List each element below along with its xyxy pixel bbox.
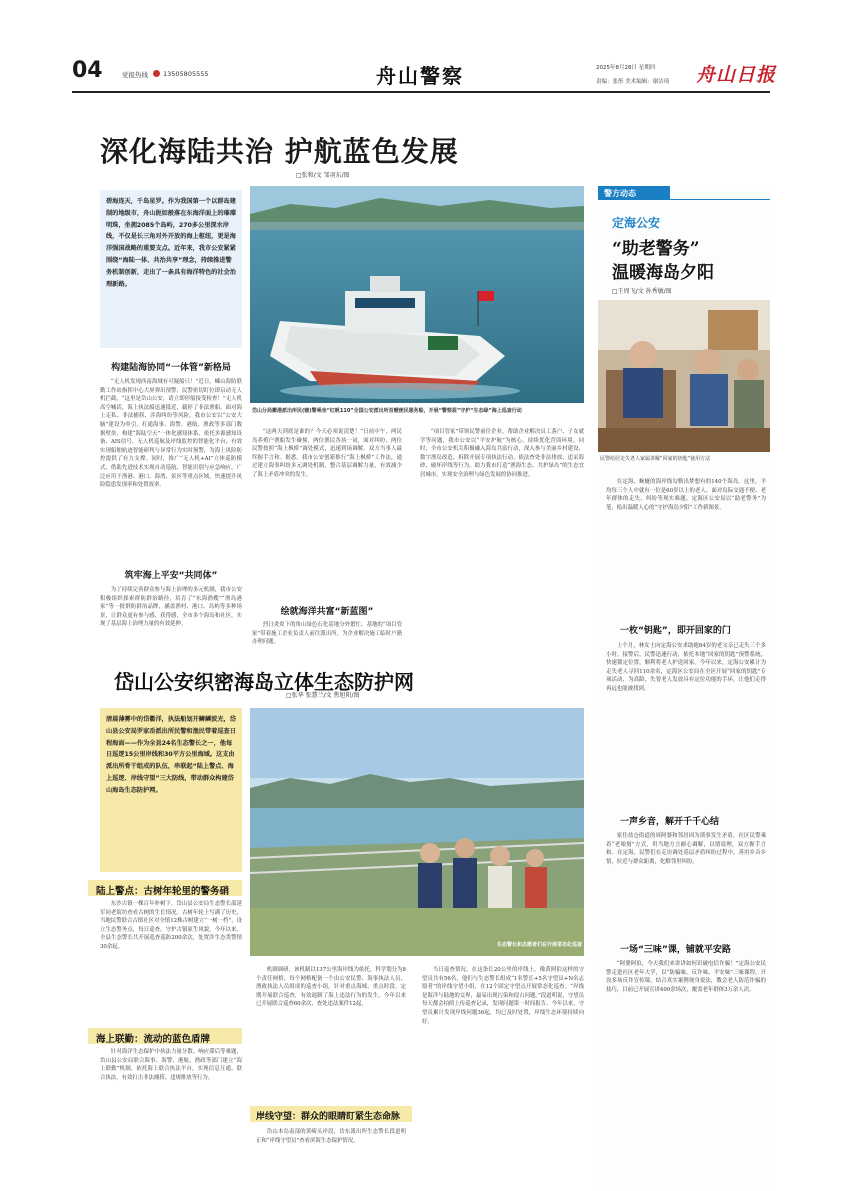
sidebar-sub3-text: “阿婆阿伯，今天我们来讲讲如何识破电信诈骗！”定海公安民警走进社区老年大学，以“防骗味、反诈味、平安味”三味课程，开设多场反诈宣传课，结合真实案例现身说法，教会老人防范诈骗的技巧，目前已开展宣讲400余场次，覆盖老年群体3万余人次。 xyxy=(606,961,766,993)
article1-title: 深化海陆共治 护航蓝色发展 xyxy=(100,135,459,168)
hotline-label: 党报热线 xyxy=(122,71,148,79)
sidebar-headline-2: 温暖海岛夕阳 xyxy=(612,263,714,283)
paper-logo: 舟山日报 xyxy=(696,64,777,86)
sidebar-headline-1: “助老警务” xyxy=(612,239,700,259)
article2-sub1-text: 东沙古镇一棵百年朴树下，岱山县公安局生态警长邵延军同老街坊查看古树的生长情况。古树年轮上写满了历史，当地民警联合古镇社区对全镇12株古树建立“一树一档”，设立生态警务点，每日巡查，守护古镇原生风貌。今年以来，全县生态警长共开展巡查巡防200余次，处置涉生态类警情30余起。 xyxy=(100,901,242,950)
article2-sub1: 陆上警点：古树年轮里的警务硝 xyxy=(96,886,230,897)
masthead-rule xyxy=(72,91,770,93)
masthead xyxy=(0,0,842,96)
sidebar-sub2: 一声乡音，解开千千心结 xyxy=(620,817,720,827)
article2-title: 岱山公安织密海岛立体生态防护网 xyxy=(114,670,414,694)
article1-sub3-text: 烈日炎炎下的角山绿色石化基地分外繁忙。基地的“项目管家”带着施工企业负责人前往派出所，为企业解决施工临时户籍办理问题。 xyxy=(252,622,402,646)
article1-sub3: 绘就海洋共富“新蓝图” xyxy=(280,607,374,617)
editor-credit: 责编：张彤 美术编辑：谢洁琦 xyxy=(596,79,670,85)
sidebar-sub1: 一枚“钥匙”，即开回家的门 xyxy=(620,626,731,636)
sidebar-tag-rule xyxy=(670,199,770,200)
sidebar-photo xyxy=(598,300,770,452)
sidebar-headline-small: 定海公安 xyxy=(612,216,661,230)
phone-icon xyxy=(153,70,160,77)
article1-col2-text: “这两天到底是谁的？今天必须说清楚！”日前中午，两民岛养殖户渔船发生碰撞，两位渔民各执一词，面对纠纷，两位民警按照“海上枫桥”调处模式，迅速到场调解，双方当事人最终握手言和。据悉，我市公安创新推行“海上枫桥”工作法，通过建立海事纠纷多元调处机制，整合基层调解力量，有效减少了海上矛盾冲突的发生。 xyxy=(252,429,402,478)
article2-sub2: 海上联勤：流动的蓝色盾牌 xyxy=(96,1034,211,1045)
article1-sub2: 筑牢海上平安“共同体” xyxy=(124,571,218,581)
article2-photo xyxy=(250,708,584,956)
sidebar-photo-caption: 民警给居走失老人家属讲解“回家的钥匙”使用方法 xyxy=(600,456,711,462)
sidebar-lead: 在定海，蜿蜒的海岸线勾勒出梦想有的140个海岛。这里，平均每三个人中就有一位是60岁以上的老人。面对岛际交通不便、老年群体的走失、纠纷等现实难题，定海区公安局以“助老警务”为笔，绘出温暖人心的“守护海岛夕阳”工作新图景。 xyxy=(606,479,766,511)
article2-sub2-text: 针对海洋生态保护中执法力量分散、响应滞后等难题，岱山县公安局联合海事、海警、港航、渔政等部门建立“海上联勤”机制，依托海上联合执法平台，实现信息互通、联合执法，有效打击非法捕捞、违规排放等行为。 xyxy=(100,1049,242,1081)
article1-sub2-text: 为了持续完善群众参与海上治理的多元机制，我市公安积极组织探索群防群治路径，培育了“东海渔嫂”“渔岛港家”等一批群防群治品牌，涵盖渔村、港口、岛屿等多种场景，让群众更有参与感、获得感，全市多个海岛和社区，实现了基层海上治理力量的有效延伸。 xyxy=(100,587,242,628)
article2-sub3-text: 岱山本岛南部的黄崎头岸段，岱东派出所生态警长段道明正和“岸线守望员”查看滨海生态保护情况。 xyxy=(256,1129,406,1144)
article1-col3-text: “项目管家”带领民警前往企业，帮助企业解决员工落户、子女就学等问题，我市公安以“平安护航”为核心，持续优化营商环境。同时，全市公安机关积极融入海岛共富行动，深入参与美丽乡村建设、数字渔岛改造、拆除开展专项执法行动、依法查处非法排放、违采海砂、破坏岸线等行为，助力我市打造“渔海生态、共护绿岛”的生态宜居城市，实现安全治理与绿色发展的协同推进。 xyxy=(420,429,584,478)
article1-intro: 碧海连天，千岛星罗。作为我国第一个以群岛建制的地级市，舟山扼如般落在东海洋面上的璀璨明珠，坐拥2085个岛屿，270多公里深水岸线，不仅是长三角对外开放的海上枢纽，更是海洋强国战略的重要支点。近年来，我市公安紧紧围绕“海陆一体、共治共享”理念，持续推进警务机制创新，走出了一条具有海洋特色的社会治理新路。 xyxy=(106,198,236,288)
sidebar-sub1-text: 上个月，林女士向定海公安求助她84岁的老父亲已走失三个多小时。接警后，民警迅速行动，依托本地“回家的钥匙”预警系统，快速锁定位置，顺利将老人护送回家。今年以来，定海公安累计为走失老人寻回110余名，定海区公安局在全区开展“回家的钥匙”专项活动，为高龄、失智老人发放具有定位功能的手环，让他们走得再远也能被找到。 xyxy=(606,643,766,692)
article1-sub1: 构建陆海协同“一体管”新格局 xyxy=(111,363,231,373)
article2-sub3: 岸线守望：群众的眼睛盯紧生态命脉 xyxy=(256,1112,401,1122)
sidebar-tag: 警方动态 xyxy=(604,189,636,198)
article1-photo xyxy=(250,186,584,403)
sidebar-sub3: 一场“三味”课，铺就平安路 xyxy=(620,945,731,955)
hotline-number: 13505805555 xyxy=(163,70,209,78)
section-title: 舟山警察 xyxy=(376,64,464,88)
article1-sub1-text: “无人机发现西南海域有可疑船只！”近日，嵊山海防联勤工作站指挥中心大屏弹出预警，民警密切盯位即启动无人机拦截。“这里是岱山公安，请立即停船接受检查！”无人机高空喊话，海上执法船迅速抵近，截停了非法渔船。面对海上走私、非法捕捞、涉海纠纷等风险，我市公安以“公安大脑”建设为牵引，打通海事、海警、港航、渔政等多部门数据壁垒，构建“海陆空天”一体化感知体系。依托多源感知设备、AIS信号、无人机巡航及岸线监控的智能化平台，有效实现船舶轨迹智能研判与异常行为实时预警，为海上风险防控提供了有力支撑。同时，推广“无人机+AI”立体巡防模式，借助先进技术实现自动巡航、智能识别与应急响应，广泛应用于渔港、港口、海湾、景区等重点区域，快速提升风险隐患发现率和处置效率。 xyxy=(100,379,242,489)
sidebar-sub2-text: 家住盐仓街道的周阿婆和邻居因为琐事发生矛盾，社区民警乘着“老娘舅”方式，用当地方言耐心调解，以情说理，双方握手言和。在定海，民警们在走访调处基层矛盾纠纷过程中，善用乡音乡情，拉近与群众距离，化解邻里纠纷。 xyxy=(606,833,766,865)
article1-byline: □张和/文 邹羽东/图 xyxy=(296,172,350,179)
article2-intro: 清晨薄雾中的岱衢洋，执法船划开鳞鳞波光，岱山县公安局罗家岙派出所民警和渔民带着巡查日程海面——作为全县24名生态警长之一，他每日巡逻15公里岸线和30平方公里海域。这支由派出所骨干组成的队伍，串联起“陆上警点、海上巡逻、岸线守望”三大防线，带动群众构建岱山海岛生态防护网。 xyxy=(106,716,236,794)
sidebar-byline: □王周飞/文 孙秀敏/图 xyxy=(612,288,672,295)
article1-photo-caption: 岱山分局衢港派出所民(辅)警乘坐“红帆110”全国公安派出所首艘便民服务船，开展“警察蓝”守护“生态绿”海上巡查行动 xyxy=(252,408,522,414)
article2-byline: □张华 张慧兰/文 焦旭阳/图 xyxy=(286,692,360,699)
article2-photo-caption: 生态警长和志愿者们在开展常态化巡查 xyxy=(496,942,582,948)
article2-col2-text: 机制调研，该机制以137公里海岸线为依托，科学划分为8个责任网格，每个网格配备一个由公安民警、海事执法人员、渔政执法人员组成的巡查小组。针对重点海域、重点时段，定期开展联合巡查，有效遏制了海上违法行为的发生，今年以来已开展联合巡查60余次，查处违法案件12起。 xyxy=(256,967,406,1008)
issue-date: 2025年8月28日 星期四 xyxy=(596,65,656,71)
page-number: 04 xyxy=(72,58,103,83)
article2-col3-text: 当日巡查情况。在这条长20公里的岸线上，像黄阿伯这样的守望员共有56名，他们与生态警长组成“1名警长+5名守望员+N名志愿者”的岸线守望小组，在12个固定守望点开展常态化巡查。“岸线是海洋与陆地的交界，最易出现污染和侵占问题。”段道明说，守望员每天都会拍照上传巡查记录，发现问题第一时间报告。今年以来，守望员累计发现岸线问题36起，均已及时处置，岸线生态环境持续向好。 xyxy=(422,967,584,1025)
